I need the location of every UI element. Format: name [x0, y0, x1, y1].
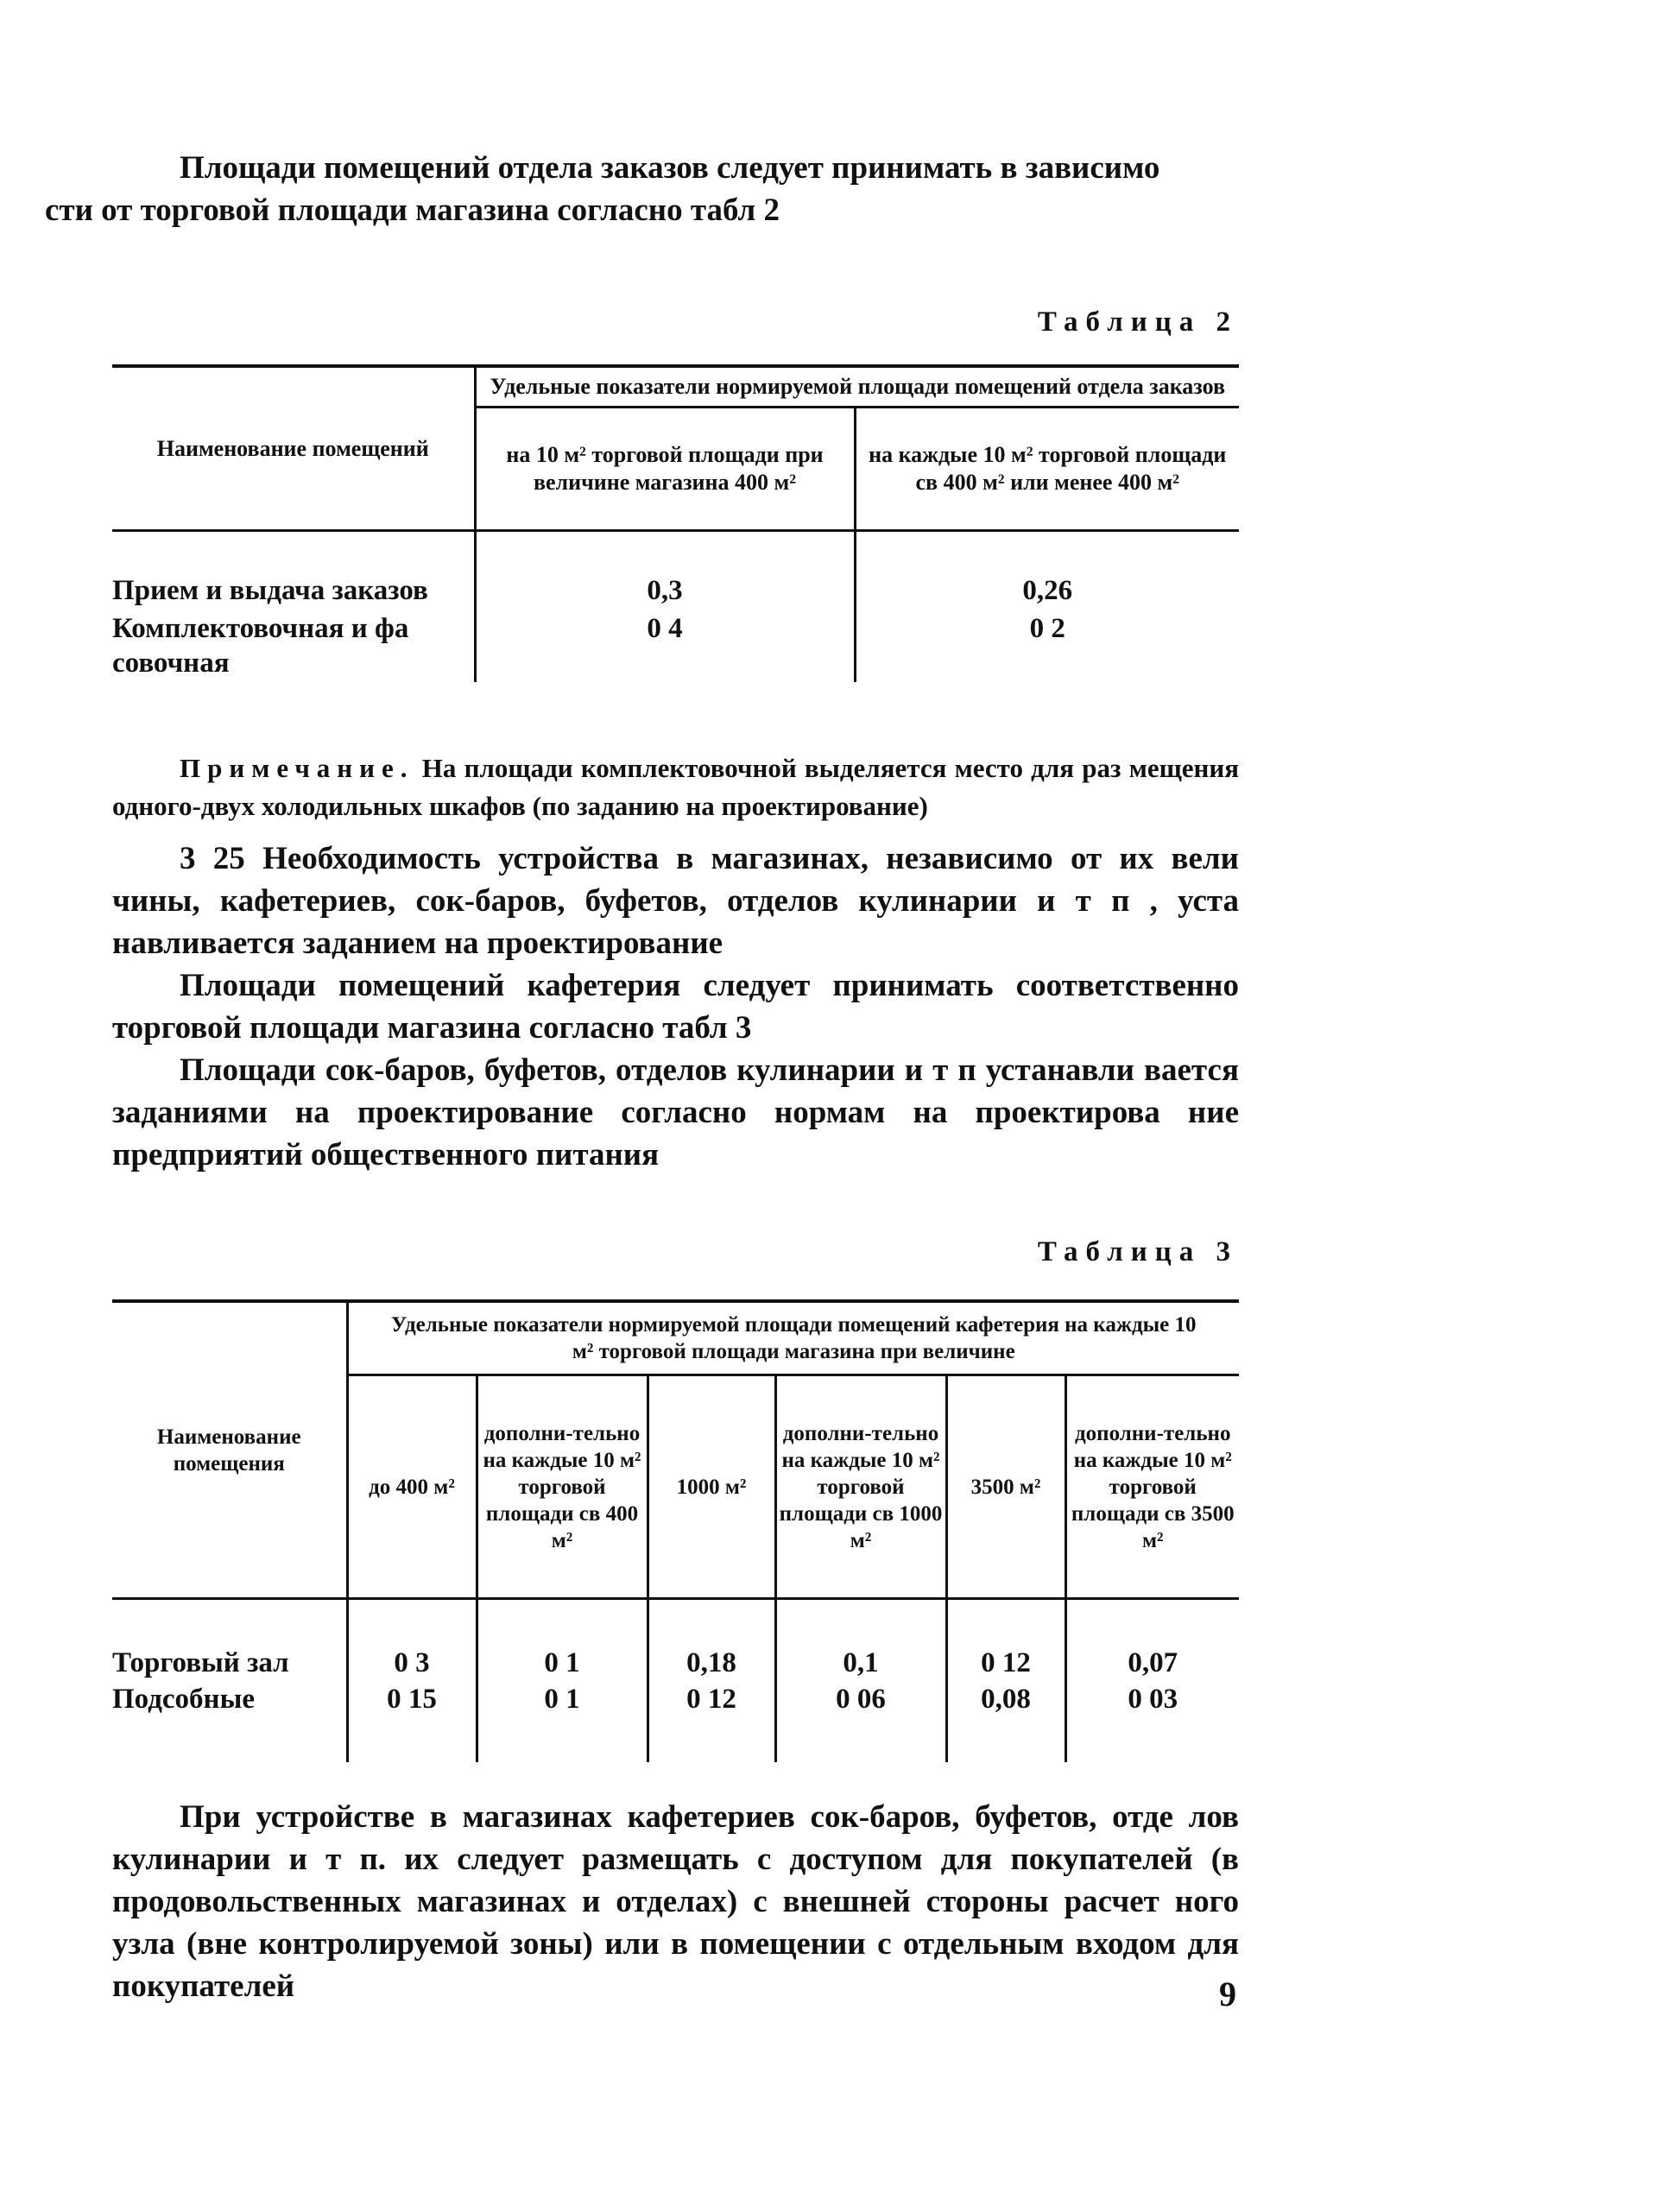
note-label: Примечание.: [180, 753, 414, 783]
table-2-col1-header: на 10 м² торговой площади при величине магазина 400 м²: [475, 408, 855, 531]
table-2-col2-header: на каждые 10 м² торговой площади св 400 м² или менее 400 м²: [855, 408, 1239, 531]
table-2-row: [112, 572, 1239, 610]
table-3-cell: 0 12: [946, 1645, 1065, 1681]
table-2-row: [112, 610, 1239, 682]
table-3-cell: 0,1: [775, 1645, 946, 1681]
table-3-cell: 0 03: [1065, 1681, 1239, 1717]
table-3-row: [112, 1681, 1239, 1717]
section-paragraph-1: 3 25 Необходимость устройства в магазинах, независимо от их вели чины, кафетериев, сок-баров, буфетов, отделов кулинарии и т п , уста навливается заданием на проектирование: [112, 841, 1239, 961]
table-3-cell: 0 06: [775, 1681, 946, 1717]
table-3-cell: 0,18: [648, 1645, 775, 1681]
table-3-row: [112, 1645, 1239, 1681]
table-3-cell: 0 1: [477, 1645, 648, 1681]
closing-paragraph: При устройстве в магазинах кафетериев сок-баров, буфетов, отде лов кулинарии и т п. их следует размещать с доступом для покупателей (в продовольственных магазинах и отделах) с внешней стороны расчет ного узла (вне контролируемой зоны) или в помещении с отдельным входом для покупателей: [112, 1799, 1239, 2004]
table-3: [112, 1299, 1239, 1762]
table-3-col-header: до 400 м²: [347, 1375, 477, 1599]
table-3-col-header: 1000 м²: [648, 1375, 775, 1599]
table-3-cell: 0 3: [347, 1645, 477, 1681]
table-2-cell: 0,3: [475, 572, 855, 610]
table-3-label: Таблица 3: [1037, 1236, 1238, 1267]
intro-line-2: сти от торговой площади магазина согласно табл 2: [45, 193, 780, 228]
table-3-row-name: Торговый зал: [112, 1647, 289, 1678]
section-paragraph-3: Площади сок-баров, буфетов, отделов кулинарии и т п устанавли вается заданиями на проектирование согласно нормам на проектирова ние предприятий общественного питания: [112, 1052, 1239, 1172]
table-2-note: [112, 749, 1239, 825]
table-2-cell: 0,26: [855, 572, 1239, 610]
table-2-name-header: Наименование помещений: [112, 366, 475, 531]
table-2-group-header: Удельные показатели нормируемой площади помещений отдела заказов: [475, 366, 1239, 408]
table-3-group-header: Удельные показатели нормируемой площади помещений кафетерия на каждые 10 м² торговой площади магазина при величине: [347, 1301, 1239, 1375]
intro-line-1: Площади помещений отдела заказов следует принимать в зависимо: [180, 150, 1160, 186]
table-2: [112, 364, 1239, 682]
table-3-cell: 0 1: [477, 1681, 648, 1717]
table-3-cell: 0,07: [1065, 1645, 1239, 1681]
table-3-cell: 0 12: [648, 1681, 775, 1717]
table-2-cell: 0 2: [855, 610, 1239, 682]
table-3-col-header: дополни-тельно на каждые 10 м² торговой площади св 3500 м²: [1065, 1375, 1239, 1599]
note-text: На площади комплектовочной выделяется место для раз мещения одного-двух холодильных шкафов (по заданию на проектирование): [112, 753, 1239, 821]
table-2-row-name: Прием и выдача заказов: [112, 575, 428, 606]
table-3-cell: 0,08: [946, 1681, 1065, 1717]
table-2-label: Таблица 2: [1037, 307, 1238, 338]
intro-paragraph: [45, 147, 1239, 231]
page-number: 9: [1219, 1975, 1236, 2013]
table-3-col-header: дополни-тельно на каждые 10 м² торговой площади св 400 м²: [477, 1375, 648, 1599]
table-3-cell: 0 15: [347, 1681, 477, 1717]
table-2-row-name: Комплектовочная и фа совочная: [112, 613, 409, 679]
table-3-col-header: 3500 м²: [946, 1375, 1065, 1599]
table-3-col-header: дополни-тельно на каждые 10 м² торговой площади св 1000 м²: [775, 1375, 946, 1599]
section-paragraph-2: Площади помещений кафетерия следует принимать соответственно торговой площади магазина согласно табл 3: [112, 968, 1239, 1046]
table-2-cell: 0 4: [475, 610, 855, 682]
table-3-name-header: Наименование помещения: [112, 1301, 347, 1599]
table-3-row-name: Подсобные: [112, 1684, 255, 1715]
